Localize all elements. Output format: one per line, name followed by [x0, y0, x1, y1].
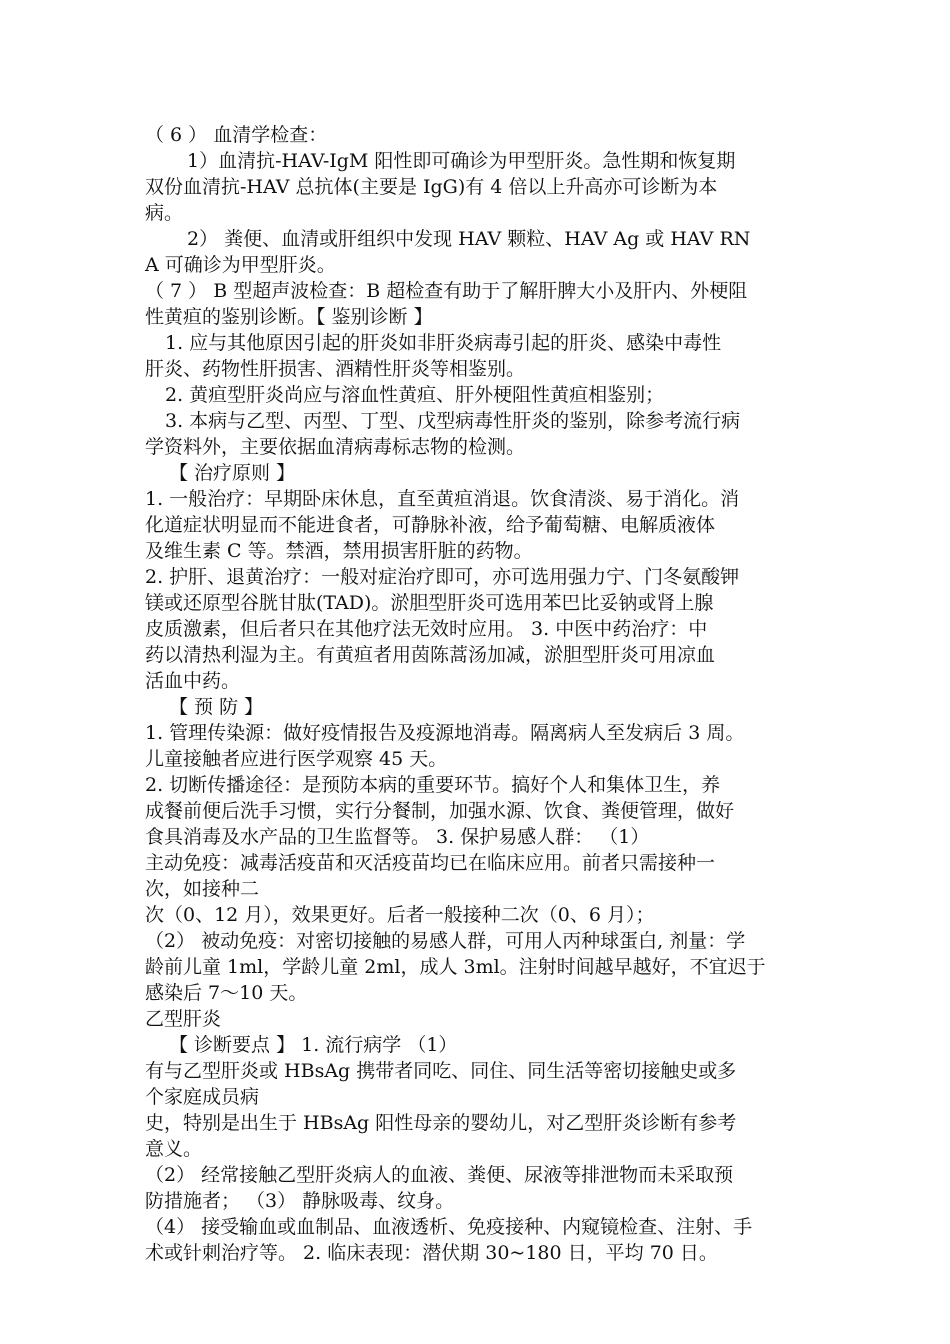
text-line: 有与乙型肝炎或 HBsAg 携带者同吃、同住、同生活等密切接触史或多: [145, 1060, 737, 1082]
text-line: 乙型肝炎: [145, 1008, 222, 1030]
text-line: 成餐前便后洗手习惯，实行分餐制，加强水源、饮食、粪便管理，做好: [145, 800, 735, 822]
text-line: 性黄疸的鉴别诊断。【 鉴别诊断 】: [145, 306, 433, 328]
text-line: 个家庭成员病: [145, 1086, 260, 1108]
text-line: 防措施者； （3） 静脉吸毒、纹身。: [145, 1190, 455, 1212]
text-line: 龄前儿童 1ml，学龄儿童 2ml，成人 3ml。注射时间越早越好，不宜迟于: [145, 956, 766, 978]
text-line: 病。: [145, 202, 184, 224]
text-line: 食具消毒及水产品的卫生监督等。 3. 保护易感人群： （1）: [145, 826, 650, 848]
text-line: 1. 管理传染源：做好疫情报告及疫源地消毒。隔离病人至发病后 3 周。: [145, 722, 745, 744]
text-line: 史，特别是出生于 HBsAg 阳性母亲的婴幼儿，对乙型肝炎诊断有参考: [145, 1112, 737, 1134]
text-line: （2） 被动免疫：对密切接触的易感人群，可用人丙种球蛋白, 剂量：学: [145, 930, 746, 952]
text-line: 主动免疫：减毒活疫苗和灭活疫苗均已在临床应用。前者只需接种一: [145, 852, 716, 874]
text-line: 3. 本病与乙型、丙型、丁型、戊型病毒性肝炎的鉴别，除参考流行病: [165, 410, 741, 432]
text-line: 双份血清抗-HAV 总抗体(主要是 IgG)有 4 倍以上升高亦可诊断为本: [145, 176, 718, 198]
text-line: 肝炎、药物性肝损害、酒精性肝炎等相鉴别。: [145, 358, 526, 380]
text-line: 【 预 防 】: [169, 696, 264, 718]
text-line: （ 7 ） B 型超声波检查：B 超检查有助于了解肝脾大小及肝内、外梗阻: [145, 280, 748, 302]
text-line: 术或针刺治疗等。 2. 临床表现：潜伏期 30~180 日，平均 70 日。: [145, 1242, 718, 1264]
text-line: 活血中药。: [145, 670, 241, 692]
text-line: 1）血清抗-HAV-IgM 阳性即可确诊为甲型肝炎。急性期和恢复期: [187, 150, 736, 172]
text-line: 感染后 7～10 天。: [145, 982, 308, 1004]
text-line: 1. 应与其他原因引起的肝炎如非肝炎病毒引起的肝炎、感染中毒性: [165, 332, 722, 354]
text-line: 1. 一般治疗：早期卧床休息，直至黄疸消退。饮食清淡、易于消化。消: [145, 488, 740, 510]
text-line: （4） 接受输血或血制品、血液透析、免疫接种、内窥镜检查、注射、手: [145, 1216, 753, 1238]
text-line: 次（0、12 月），效果更好。后者一般接种二次（0、6 月）；: [145, 904, 655, 926]
text-line: 意义。: [145, 1138, 203, 1160]
document-page: [145, 122, 810, 1266]
text-line: 次，如接种二: [145, 878, 260, 900]
text-line: 镁或还原型谷胱甘肽(TAD)。淤胆型肝炎可选用苯巴比妥钠或肾上腺: [145, 592, 714, 614]
text-line: （ 6 ） 血清学检查：: [145, 124, 328, 146]
text-line: 2） 粪便、血清或肝组织中发现 HAV 颗粒、HAV Ag 或 HAV RN: [187, 228, 751, 250]
text-line: 皮质激素，但后者只在其他疗法无效时应用。 3. 中医中药治疗：中: [145, 618, 708, 640]
text-line: 药以清热利湿为主。有黄疸者用茵陈蒿汤加减，淤胆型肝炎可用凉血: [145, 644, 716, 666]
text-line: 【 诊断要点 】 1. 流行病学 （1）: [169, 1034, 458, 1056]
text-line: 及维生素 C 等。禁酒，禁用损害肝脏的药物。: [145, 540, 533, 562]
text-line: 学资料外，主要依据血清病毒标志物的检测。: [145, 436, 526, 458]
text-line: 化道症状明显而不能进食者，可静脉补液，给予葡萄糖、电解质液体: [145, 514, 716, 536]
text-line: 2. 黄疸型肝炎尚应与溶血性黄疸、肝外梗阻性黄疸相鉴别；: [165, 384, 665, 406]
text-line: 2. 切断传播途径：是预防本病的重要环节。搞好个人和集体卫生，养: [145, 774, 721, 796]
text-line: 【 治疗原则 】: [169, 462, 296, 484]
text-line: A 可确诊为甲型肝炎。: [145, 254, 336, 276]
text-line: （2） 经常接触乙型肝炎病人的血液、粪便、尿液等排泄物而未采取预: [145, 1164, 734, 1186]
text-line: 儿童接触者应进行医学观察 45 天。: [145, 748, 448, 770]
text-line: 2. 护肝、退黄治疗：一般对症治疗即可，亦可选用强力宁、门冬氨酸钾: [145, 566, 740, 588]
